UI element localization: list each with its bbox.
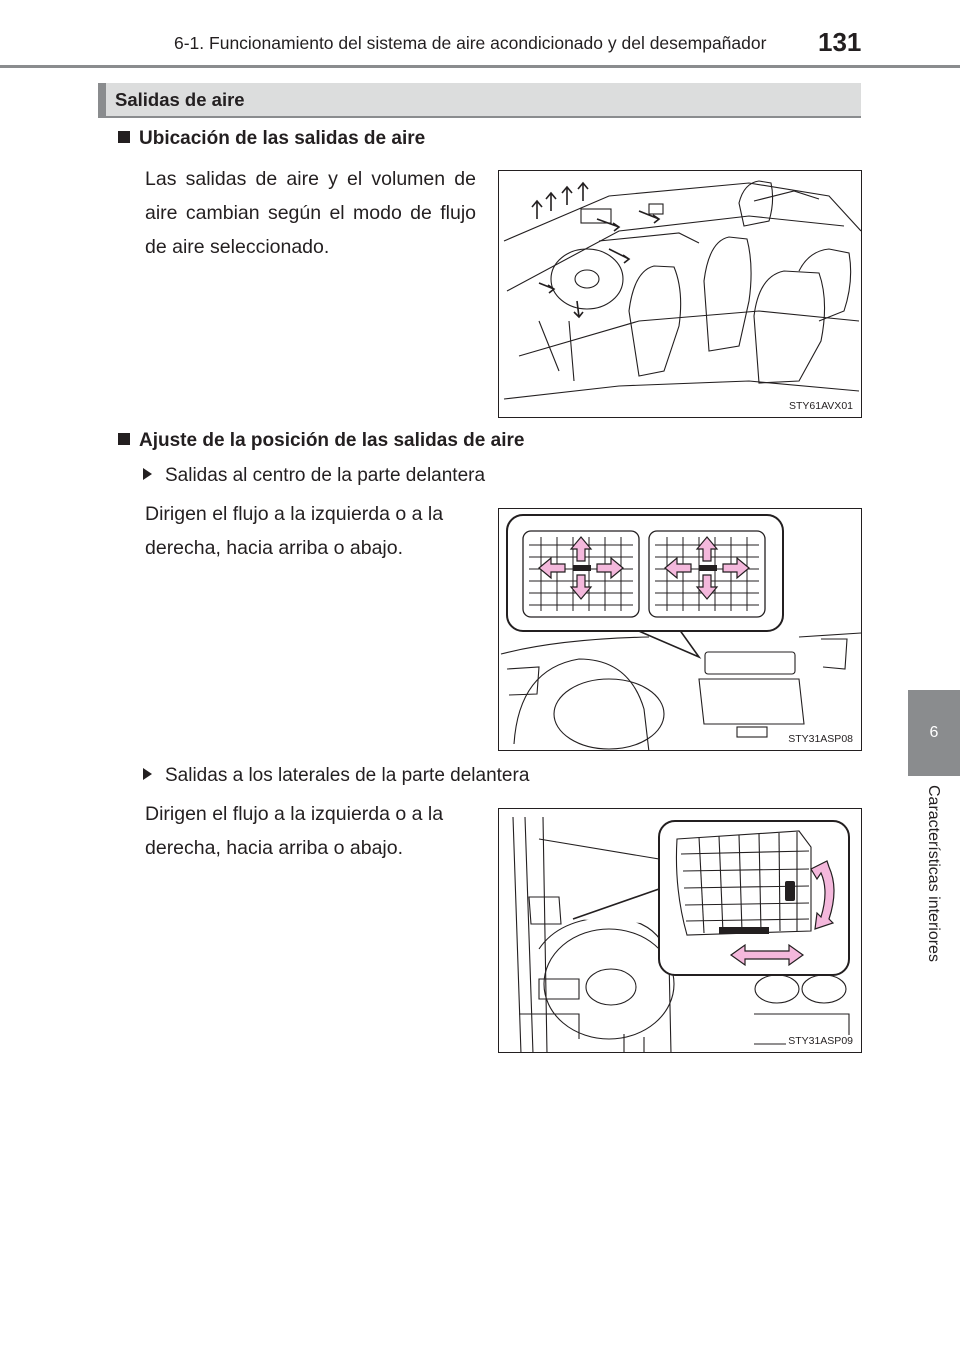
figure-code: STY31ASP08 — [788, 733, 853, 745]
figure-code: STY61AVX01 — [788, 400, 853, 412]
car-interior-figure — [498, 170, 862, 418]
center-vents-illustration — [499, 509, 862, 751]
subsection-heading-text: Ajuste de la posición de las salidas de aire — [139, 430, 525, 451]
square-bullet-icon — [118, 433, 130, 445]
car-interior-air-outlets-illustration — [499, 171, 862, 418]
figure-code: STY31ASP09 — [788, 1035, 853, 1047]
chapter-number: 6 — [929, 724, 939, 741]
subsection-heading-text: Ubicación de las salidas de aire — [139, 128, 426, 149]
subsection-heading-location — [118, 128, 425, 150]
paragraph-side-vents: Dirigen el flujo a la izquierda o a la derecha, hacia arriba o abajo. — [145, 803, 444, 859]
section-title: Salidas de aire — [115, 89, 245, 110]
item-side-vents — [143, 765, 529, 787]
paragraph-location: Las salidas de aire y el volumen de aire cambian según el modo de flujo de aire seleccionado. — [145, 168, 476, 258]
subsection-heading-adjust — [118, 430, 524, 452]
chapter-label: Características interiores — [925, 785, 942, 962]
header-title: 6-1. Funcionamiento del sistema de aire acondicionado y del desempañador — [174, 33, 767, 53]
triangle-bullet-icon — [143, 468, 152, 480]
chapter-tab[interactable] — [908, 690, 960, 776]
side-vent-figure — [498, 808, 862, 1053]
center-vents-figure — [498, 508, 862, 751]
item-label: Salidas al centro de la parte delantera — [165, 465, 486, 486]
paragraph-center-vents: Dirigen el flujo a la izquierda o a la derecha, hacia arriba o abajo. — [145, 503, 444, 559]
triangle-bullet-icon — [143, 768, 152, 780]
side-vent-illustration — [499, 809, 862, 1053]
square-bullet-icon — [118, 131, 130, 143]
section-heading-bar — [98, 83, 861, 118]
item-center-vents — [143, 465, 485, 487]
item-label: Salidas a los laterales de la parte delantera — [165, 765, 530, 786]
header-rule — [0, 65, 960, 68]
page-number: 131 — [818, 27, 862, 57]
